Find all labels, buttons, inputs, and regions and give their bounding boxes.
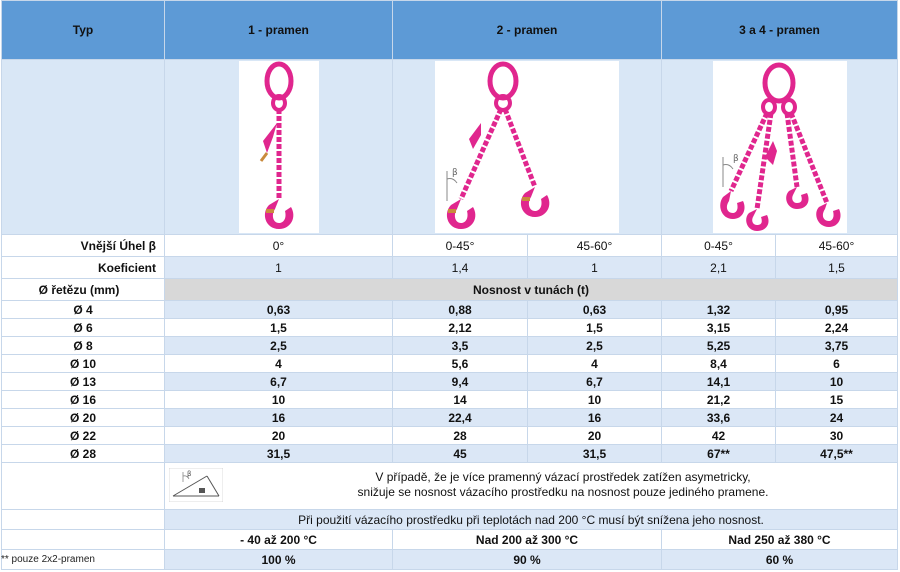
capacity-span-header: Nosnost v tunách (t) (165, 279, 898, 301)
capacity-cell: 3,75 (776, 337, 898, 355)
capacity-cell: 5,25 (662, 337, 776, 355)
header-row (2, 1, 898, 60)
diameter-cell: Ø 4 (2, 301, 165, 319)
diameter-cell: Ø 22 (2, 427, 165, 445)
note-line-2: snižuje se nosnost vázacího prostředku na nosnost pouze jediného pramene. (357, 485, 769, 499)
table-row (2, 391, 898, 409)
table-row (2, 355, 898, 373)
header-one-leg: 1 - pramen (165, 1, 393, 60)
temperature-empty-cell (2, 530, 165, 550)
capacity-cell: 1,5 (165, 319, 393, 337)
capacity-cell: 28 (393, 427, 528, 445)
temperature-range: - 40 až 200 °C (165, 530, 393, 550)
capacity-cell: 2,24 (776, 319, 898, 337)
capacity-cell: 0,95 (776, 301, 898, 319)
capacity-cell: 6 (776, 355, 898, 373)
diameter-cell: Ø 20 (2, 409, 165, 427)
image-row (2, 60, 898, 235)
capacity-cell: 16 (528, 409, 662, 427)
coefficient-row-label: Koeficient (2, 257, 165, 279)
diameter-cell: Ø 10 (2, 355, 165, 373)
capacity-cell: 24 (776, 409, 898, 427)
asymmetric-angle-diagram-icon (169, 468, 223, 502)
angle-row (2, 235, 898, 257)
capacity-cell: 22,4 (393, 409, 528, 427)
capacity-cell: 33,6 (662, 409, 776, 427)
capacity-cell: 3,15 (662, 319, 776, 337)
coefficient-value: 1,5 (776, 257, 898, 279)
capacity-cell: 0,63 (528, 301, 662, 319)
table-row (2, 409, 898, 427)
capacity-cell: 0,88 (393, 301, 528, 319)
angle-value: 0° (165, 235, 393, 257)
capacity-cell: 10 (776, 373, 898, 391)
temperature-range: Nad 200 až 300 °C (393, 530, 662, 550)
coefficient-value: 1 (528, 257, 662, 279)
temperature-percent-row (2, 550, 898, 570)
image-row-empty-cell (2, 60, 165, 235)
capacity-cell: 14,1 (662, 373, 776, 391)
header-typ: Typ (2, 1, 165, 60)
table-row (2, 301, 898, 319)
capacity-cell: 4 (528, 355, 662, 373)
diameter-cell: Ø 8 (2, 337, 165, 355)
temperature-title: Při použití vázacího prostředku při teplotách nad 200 °C musí být snížena jeho nosnost. (165, 510, 898, 530)
svg-text:β: β (452, 168, 458, 178)
one-leg-chain-sling-icon (239, 61, 319, 233)
capacity-cell: 31,5 (528, 445, 662, 463)
diameter-header-label: Ø řetězu (mm) (2, 279, 165, 301)
coefficient-value: 1 (165, 257, 393, 279)
diameter-cell: Ø 16 (2, 391, 165, 409)
footnote: ** pouze 2x2-pramen (1, 554, 95, 565)
angle-value: 0-45° (662, 235, 776, 257)
four-leg-chain-sling-icon (713, 61, 847, 233)
capacity-cell: 5,6 (393, 355, 528, 373)
temperature-empty-cell (2, 510, 165, 530)
table-row (2, 373, 898, 391)
angle-value: 0-45° (393, 235, 528, 257)
svg-text:β: β (732, 154, 739, 164)
diameter-cell: Ø 6 (2, 319, 165, 337)
capacity-cell: 1,32 (662, 301, 776, 319)
capacity-cell: 21,2 (662, 391, 776, 409)
capacity-cell: 16 (165, 409, 393, 427)
capacity-cell: 15 (776, 391, 898, 409)
coefficient-value: 2,1 (662, 257, 776, 279)
coefficient-value: 1,4 (393, 257, 528, 279)
temperature-range-row (2, 530, 898, 550)
table-row (2, 337, 898, 355)
capacity-cell: 67** (662, 445, 776, 463)
capacity-cell: 45 (393, 445, 528, 463)
capacity-cell: 1,5 (528, 319, 662, 337)
angle-row-label: Vnější Úhel β (2, 235, 165, 257)
capacity-cell: 6,7 (165, 373, 393, 391)
capacity-cell: 4 (165, 355, 393, 373)
svg-text:β: β (187, 470, 192, 478)
capacity-cell: 10 (165, 391, 393, 409)
asymmetric-note-cell (165, 463, 898, 510)
diameter-cell: Ø 28 (2, 445, 165, 463)
temperature-percent: 100 % (165, 550, 393, 570)
capacity-cell: 47,5** (776, 445, 898, 463)
coefficient-row (2, 257, 898, 279)
capacity-cell: 2,12 (393, 319, 528, 337)
table-row (2, 445, 898, 463)
capacity-cell: 2,5 (528, 337, 662, 355)
table-row (2, 319, 898, 337)
capacity-cell: 3,5 (393, 337, 528, 355)
capacity-cell: 20 (528, 427, 662, 445)
note-empty-cell (2, 463, 165, 510)
two-leg-image-cell (393, 60, 662, 235)
header-two-leg: 2 - pramen (393, 1, 662, 60)
capacity-cell: 42 (662, 427, 776, 445)
capacity-cell: 2,5 (165, 337, 393, 355)
load-capacity-table (1, 0, 898, 570)
temperature-range: Nad 250 až 380 °C (662, 530, 898, 550)
angle-value: 45-60° (776, 235, 898, 257)
capacity-cell: 0,63 (165, 301, 393, 319)
capacity-cell: 10 (528, 391, 662, 409)
asymmetric-note-row (2, 463, 898, 510)
four-leg-image-cell (662, 60, 898, 235)
table-row (2, 427, 898, 445)
capacity-cell: 30 (776, 427, 898, 445)
diameter-cell: Ø 13 (2, 373, 165, 391)
angle-value: 45-60° (528, 235, 662, 257)
temperature-percent: 90 % (393, 550, 662, 570)
capacity-cell: 9,4 (393, 373, 528, 391)
two-leg-chain-sling-icon (435, 61, 619, 233)
capacity-cell: 6,7 (528, 373, 662, 391)
capacity-cell: 20 (165, 427, 393, 445)
note-line-1: V případě, že je více pramenný vázací prostředek zatížen asymetricky, (375, 470, 751, 484)
temperature-title-row (2, 510, 898, 530)
diameter-header-row (2, 279, 898, 301)
capacity-cell: 8,4 (662, 355, 776, 373)
capacity-cell: 14 (393, 391, 528, 409)
temperature-percent: 60 % (662, 550, 898, 570)
header-three-four-leg: 3 a 4 - pramen (662, 1, 898, 60)
one-leg-image-cell (165, 60, 393, 235)
capacity-cell: 31,5 (165, 445, 393, 463)
